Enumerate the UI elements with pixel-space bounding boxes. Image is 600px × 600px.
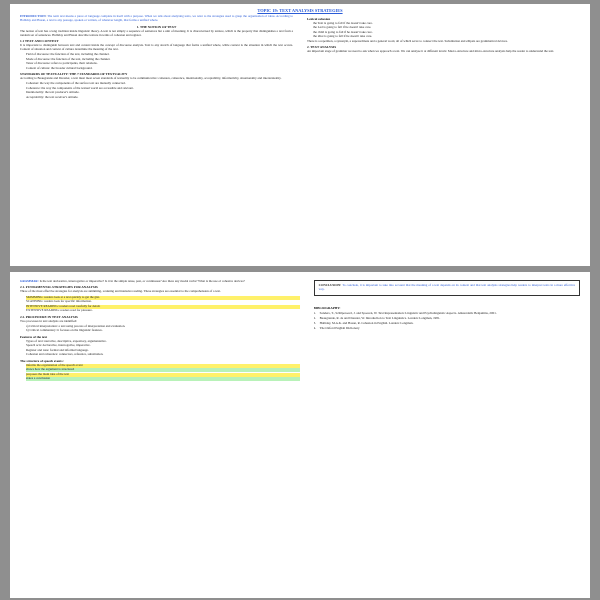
section-heading-standards: STANDARDS OF TEXTUALITY: THE 7 STANDARDS OF TEXTUALITY [20, 72, 128, 77]
list-item: INTENSIVE READING: readers read carefully for detail. [26, 305, 300, 309]
section-heading-text-analysis: 2. TEXT ANALYSIS [307, 45, 337, 50]
notion-paragraph: The notion of text has a long tradition inside linguistic theory. A text is not simply a sequence of sentences but a unit of meaning. It is characterised by texture, which is the property that distinguishes a text from a random set of sentences. Halliday and Hasan describe texture in terms of cohesion and register. [20, 28, 293, 37]
list-item: the child is going to fall if he doesn't take care. [313, 29, 373, 34]
features-heading: Features of the text [20, 334, 48, 339]
strategies-list [20, 296, 300, 313]
section-heading-strategies: 2.1. FUNDAMENTAL STRATEGIES FOR ANALYSIS [20, 285, 98, 290]
list-item: shows how the argument is structured [26, 368, 300, 372]
document-page-1 [10, 4, 590, 266]
bibliography-list [314, 311, 580, 331]
conclusion-box [314, 280, 580, 296]
context-list [20, 53, 293, 70]
section-heading-text-context: 1.1 TEXT AND CONTEXT [20, 38, 59, 43]
grammar-paragraph [20, 280, 300, 284]
grammar-text: Is the text declarative, interrogative or imperative? Is it in the simple tense, past, or continuous? Are there any modal verbs? What is the use of cohesive devices? [39, 280, 245, 283]
list-item: EXTENSIVE READING: readers read for pleasure. [26, 308, 93, 313]
standards-paragraph: According to Beaugrande and Dressler, a text must meet seven standards of textuality to be communicative: cohesion, coherence, intentionality, acceptability, informativity, situationality and intertextuality. [20, 76, 282, 81]
intro-label: INTRODUCTION [20, 15, 46, 19]
list-item: Cohesion: the way the components of the surface text are mutually connected. [26, 81, 126, 86]
bibliography-entry: 2. Beaugrande, R. de and Dressler, W. Introduction to Text Linguistics. London: Longman, 1981. [313, 315, 441, 320]
section-heading-procedure: 2.2. PROCEDURE IN TEXT ANALYSIS [20, 314, 78, 319]
grammar-label: GRAMMAR: [20, 280, 39, 283]
left-column [20, 280, 300, 594]
structure-list [20, 364, 300, 381]
intro-text: The term text means a piece of language complete in itself with a purpose. When we talk about analysing texts, we refer to the strategies used to grasp the organisation of ideas. According to Halliday and Hasan, a text is any passage, spoken or written, of whatever length, that forms a unified whole. [20, 15, 293, 23]
list-item: the Lad is going to fall if he doesn't take care. [313, 25, 372, 30]
list-item: b) Critical commentary: it focuses on the linguistic features. [26, 328, 103, 333]
lexical-cohesion-heading: Lexical cohesion [307, 16, 331, 21]
list-item: states a conclusion [26, 377, 300, 381]
right-column [307, 15, 580, 266]
text-context-paragraph: It is important to distinguish between text and context inside the concept of discourse analysis. Text is any stretch of language that forms a unified whole, while context is the situation in which the text occurs. Context of situation and context of culture determine the meaning of the text. [20, 42, 293, 51]
list-item: proposes the main idea of the text [26, 373, 300, 377]
list-item: Acceptability: the text receiver's attitude. [26, 94, 79, 99]
list-item: Field of discourse: the function of the text, including the channel. [26, 52, 110, 57]
procedure-list [20, 325, 300, 333]
procedure-paragraph: Two processes in text analysis are identified: [20, 318, 78, 323]
intro-paragraph: INTRODUCTION: The term text means a piece of language complete in itself with a purpose. When we talk about analysing texts, we refer to the strategies used to grasp the organisation of ideas. According to Halliday and Hasan, a text is any passage, spoken or written, of whatever length, that forms a unified whole. [20, 15, 293, 23]
section-heading-notion: 1. THE NOTION OF TEXT [136, 24, 177, 29]
lexical-list [307, 22, 580, 39]
bibliography-entry: 4. The Oxford English Dictionary [313, 326, 360, 331]
list-item: Coherence: the way the components of the textual world are accessible and relevant. [26, 85, 134, 90]
list-item: Mode of discourse: the function of the text, including the channel. [26, 56, 111, 61]
conclusion-paragraph [319, 284, 575, 292]
list-item: Cohesion and coherence: connectors, reference, substitution. [26, 352, 104, 357]
standards-list [20, 82, 293, 99]
list-item: Types of text: narrative, descriptive, expository, argumentative. [26, 338, 107, 343]
list-item: the Text is going to fall if the doesn't take care. [313, 20, 373, 25]
cohesion-paragraph: There is a repetition, a synonym, a superordinate and a general word, all of which serve to connect the text. Substitution and ellipsis are grammatical devices. [307, 38, 508, 43]
strategies-paragraph: Three of the most effective strategies for analysis are skimming, scanning and intensive reading. These strategies are essential to the comprehension of a text. [20, 289, 221, 294]
features-list [20, 340, 300, 357]
document-page-2 [10, 272, 590, 598]
bibliography-entry: 3. Halliday, M.A.K. and Hasan, R. Cohesion in English. London: Longman. [313, 321, 414, 326]
structure-heading: The structure of speech events: [20, 358, 64, 363]
list-item: Tenor of discourse: refers to participants, their relations. [26, 61, 98, 66]
list-item: Register and tone: formal and informal language. [26, 347, 89, 352]
bibliography-heading: BIBLIOGRAPHY: [313, 305, 341, 310]
right-column [314, 280, 580, 594]
bibliography-entry: 1. Sanders, T., Schilperoord, J. and Spooren, W. Text Representation: Linguistic and Psycholinguistic Aspects. Amsterdam: Benjamins, 2001. [313, 310, 497, 315]
list-item: Intentionality: the text producer's attitude. [26, 90, 80, 95]
list-item: SKIMMING: readers look at a text quickly to get the gist. [26, 296, 300, 300]
text-analysis-paragraph: An important stage of grammar we need to ask when we approach a text. We can analyse it at different levels: Macro-structure and micro-structure analysis help the reader to understand the text. [307, 49, 555, 54]
left-column [20, 15, 293, 266]
conclusion-text: To conclude, it is important to take into account that the meaning of a text depends on its context and that text analysis strategies help readers to interpret texts in a more effective way. [318, 283, 575, 291]
list-item: Speech acts: declarative, interrogative, imperative. [26, 343, 91, 348]
list-item: informs the organization of the speech event [26, 364, 300, 368]
conclusion-label: CONCLUSION: [318, 283, 342, 287]
list-item: a) Critical interpretation: a text using process of interpretation and evaluation. [26, 323, 126, 328]
list-item: SCANNING: readers look for specific information. [26, 299, 92, 304]
list-item: Context of culture: the broader cultural background. [26, 65, 93, 70]
list-item: the idiot is going to fall if he doesn't take care. [313, 34, 373, 39]
document-title: TOPIC 19: TEXT ANALYSIS STRATEGIES [257, 8, 343, 13]
